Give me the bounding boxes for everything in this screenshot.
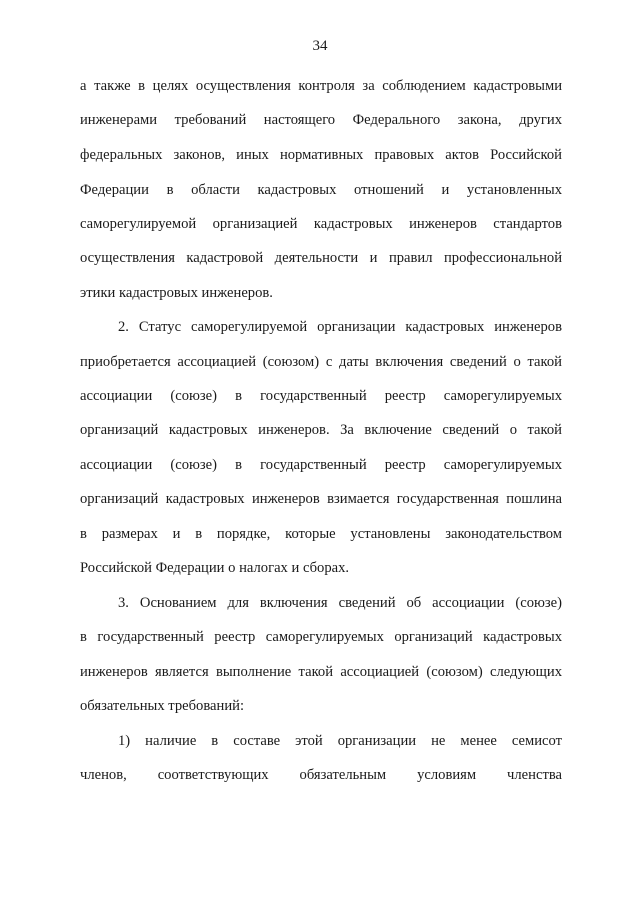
text-line: этики кадастровых инженеров. [80, 285, 273, 301]
text-line: инженерами требований настоящего Федерального закона, других [80, 112, 562, 128]
text-line: обязательных требований: [80, 698, 245, 714]
list-item-start-line: 1) наличие в составе этой организации не менее семисот [118, 733, 562, 749]
paragraph-start-line: 2. Статус саморегулируемой организации кадастровых инженеров [118, 319, 562, 335]
text-line: осуществления кадастровой деятельности и правил профессиональной [80, 250, 562, 266]
text-line: федеральных законов, иных нормативных правовых актов Российской [80, 147, 562, 163]
text-line: ассоциации (союзе) в государственный реестр саморегулируемых [80, 457, 562, 473]
text-line: приобретается ассоциацией (союзом) с даты включения сведений о такой [80, 354, 562, 370]
paragraph-start-line: 3. Основанием для включения сведений об ассоциации (союзе) [118, 595, 562, 611]
text-line: а также в целях осуществления контроля за соблюдением кадастровыми [80, 78, 562, 94]
text-line: в размерах и в порядке, которые установлены законодательством [80, 526, 562, 542]
text-line: в государственный реестр саморегулируемых организаций кадастровых [80, 629, 562, 645]
text-line: ассоциации (союзе) в государственный реестр саморегулируемых [80, 388, 562, 404]
text-line: саморегулируемой организацией кадастровых инженеров стандартов [80, 216, 562, 232]
text-line: Федерации в области кадастровых отношений и установленных [80, 182, 562, 198]
text-line: организаций кадастровых инженеров. За включение сведений о такой [80, 422, 562, 438]
text-line: организаций кадастровых инженеров взимается государственная пошлина [80, 491, 562, 507]
text-line: Российской Федерации о налогах и сборах. [80, 560, 350, 576]
text-line: инженеров является выполнение такой ассоциацией (союзом) следующих [80, 664, 562, 680]
page-number: 34 [312, 38, 328, 54]
text-line: членов, соответствующих обязательным условиям членства [80, 767, 562, 783]
